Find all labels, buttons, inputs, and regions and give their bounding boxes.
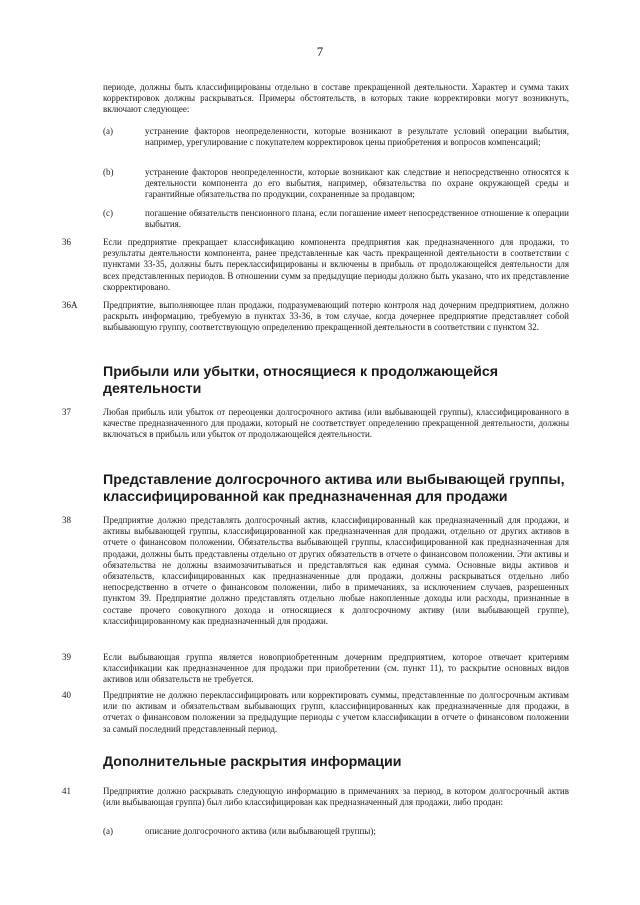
paragraph-number: 41 [62,786,71,796]
paragraph-text: Если предприятие прекращает классификацию компонента предприятия как предназначенного для продажи, то результаты деятельности компонента, ранее представленные как часть прекращенной деятельности в соответствии с пунктами 33-35, должны быть переклассифицированы и включены в прибыль от продолжающейся деятельности для всех представленных периодов. В отношении сумм за предыдущие периоды должно быть указано, что их представление скорректировано. [103,237,569,292]
list-item-text: описание долгосрочного актива (или выбывающей группы); [145,826,376,836]
page-number: 7 [316,44,324,59]
paragraph-text: Предприятие, выполняющее план продажи, подразумевающий потерю контроля над дочерним предприятием, должно раскрыть информацию, требуемую в пунктах 33-36, в том случае, когда дочернее предприятие представляет собой выбывающую группу, соответствующую определению прекращенной деятельности в соответствии с пунктом 32. [103,300,569,333]
list-item-text: погашение обязательств пенсионного плана, если погашение имеет непосредственное отношение к операции выбытия. [145,208,569,230]
section-heading-continuing-operations: Прибыли или убытки, относящиеся к продолжающейся деятельности [103,364,499,397]
list-item-label: (c) [103,208,113,218]
paragraph-number: 36A [62,300,78,310]
list-item-text: устранение факторов неопределенности, которые возникают как следствие и непосредственно относятся к деятельности компонента до его выбытия, например, обязательства по охране окружающей среды и гарантийные обязательства по продукции, сохраненные за продавцом; [145,167,569,200]
paragraph-number: 36 [62,237,71,247]
paragraph-text: Предприятие не должно переклассифицировать или корректировать суммы, представленные по долгосрочным активам или по активам и обязательствам выбывающих групп, классифицированных как предназначенные для продажи, в отчетах о финансовом положении за предыдущие периоды с учетом классификации в отчете о финансовом положении за самый последний представленный период. [103,690,569,734]
paragraph-text: Любая прибыль или убыток от переоценки долгосрочного актива (или выбывающей группы), классифицированного в качестве предназначенного для продажи, который не соответствует определению прекращенной деятельности, должны включаться в прибыль или убыток от продолжающейся деятельности. [103,407,569,440]
paragraph-text: Предприятие должно раскрывать следующую информацию в примечаниях за период, в котором долгосрочный актив (или выбывающая группа) был либо классифицирован как предназначенный для продажи, либо продан: [103,786,569,808]
intro-paragraph: периоде, должны быть классифицированы отдельно в составе прекращенной деятельности. Характер и сумма таких корректировок должны раскрываться. Примеры обстоятельств, в которых такие корректировки могут возникнуть, включают следующее: [103,82,569,115]
section-heading-presentation: Представление долгосрочного актива или выбывающей группы, классифицированной как предназначенная для продажи [103,472,565,505]
list-item-label: (b) [103,167,114,177]
list-item-label: (a) [103,826,113,836]
paragraph-text: Предприятие должно представлять долгосрочный актив, классифицированный как предназначенный для продажи, и активы выбывающей группы, классифицированной как предназначенная для продажи, отдельно от других активов в отчете о финансовом положении. Обязательства выбывающей группы, классифицированной как предназначенная для продажи, должны быть представлены отдельно от других обязательств в отчете о финансовом положении. Эти активы и обязательства не должны взаимозачитываться и представляться как единая сумма. Основные виды активов и обязательств, классифицированных как предназначенные для продажи, должны раскрываться отдельно либо непосредственно в отчете о финансовом положении, либо в примечаниях, за исключением случаев, разрешенных пунктом 39. Предприятие должно представлять отдельно любые накопленные доходы или расходы, признанные в составе прочего совокупного дохода и относящиеся к долгосрочному активу (или выбывающей группе), классифицированному как предназначенный для продажи. [103,515,569,626]
paragraph-number: 40 [62,690,71,700]
section-heading-additional-disclosures: Дополнительные раскрытия информации [103,754,402,770]
list-item-text: устранение факторов неопределенности, которые возникают в результате условий операции выбытия, например, урегулирование с покупателем корректировок цены приобретения и вопросов компенсаций; [145,126,569,148]
paragraph-number: 39 [62,652,71,662]
list-item-label: (a) [103,126,113,136]
paragraph-number: 37 [62,407,71,417]
paragraph-number: 38 [62,515,71,525]
paragraph-text: Если выбывающая группа является новоприобретенным дочерним предприятием, которое отвечает критериям классификации как предназначенное для продажи при приобретении (см. пункт 11), то раскрытие основных видов активов или обязательств не требуется. [103,652,569,685]
